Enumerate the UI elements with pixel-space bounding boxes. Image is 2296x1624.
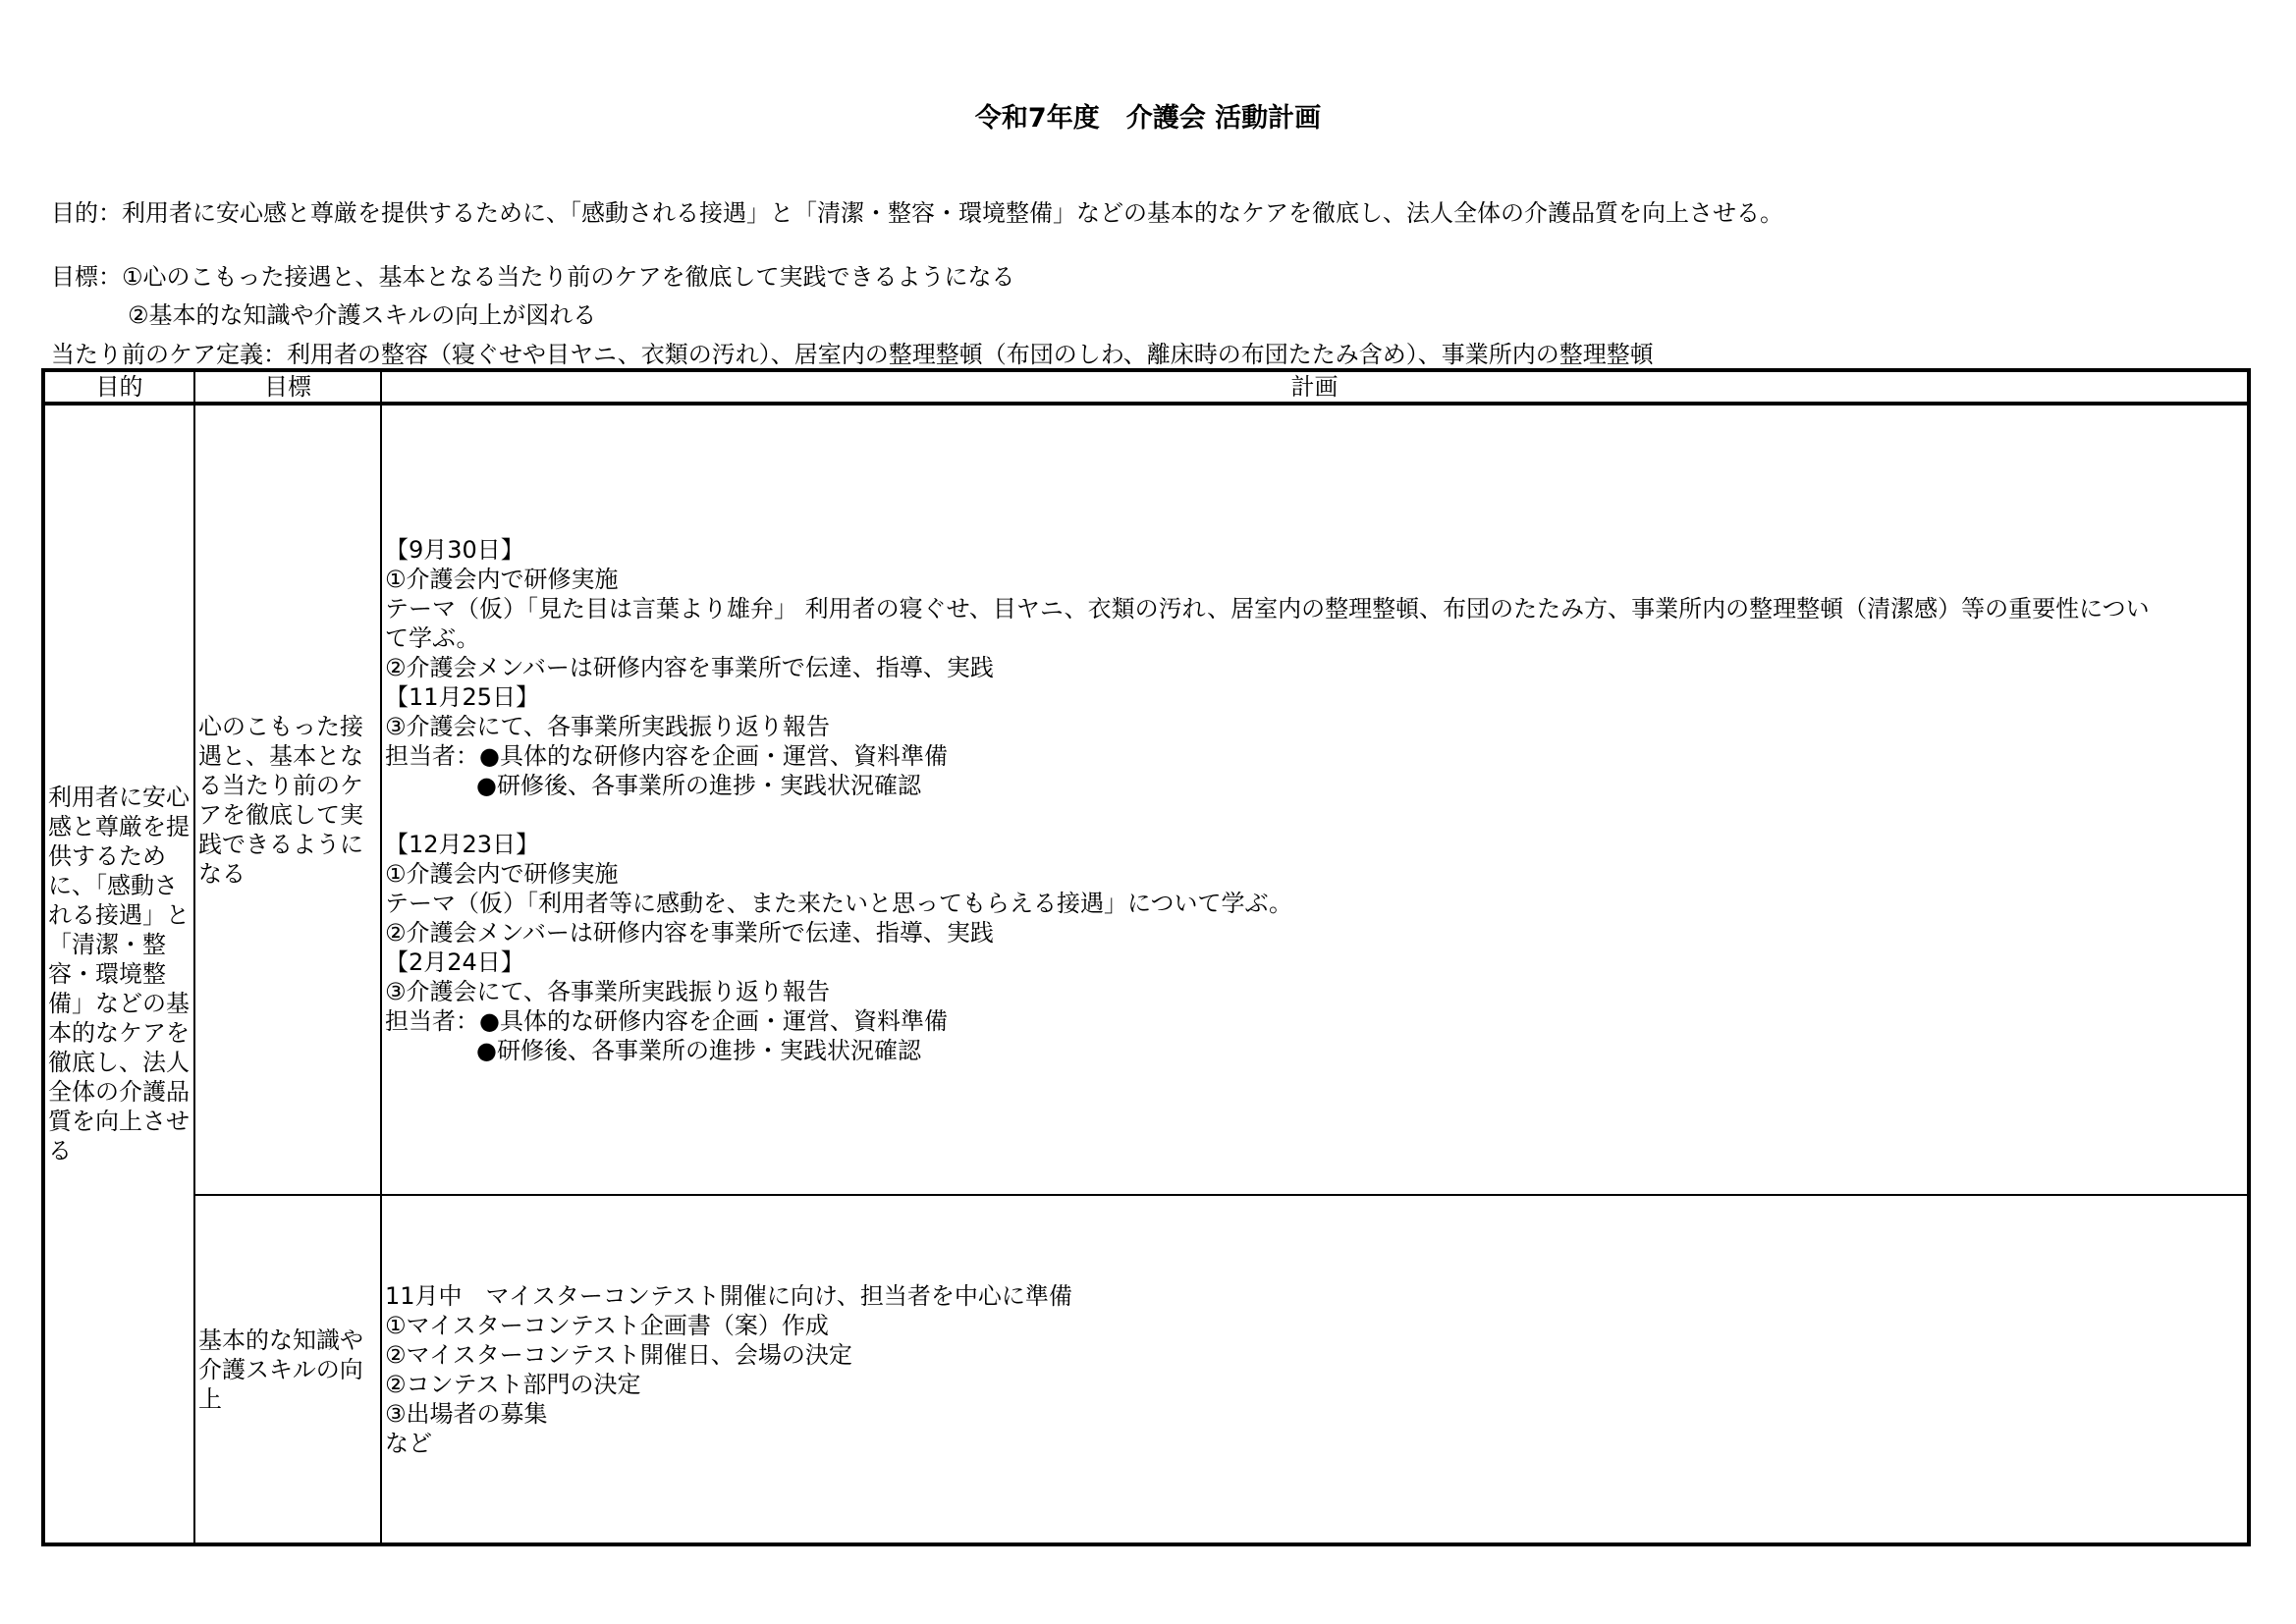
table-row [43, 404, 2249, 1195]
plan-line: ③出場者の募集 [385, 1399, 548, 1428]
plan-line: ②マイスターコンテスト開催日、会場の決定 [385, 1340, 852, 1369]
plan-line: ③介護会にて、各事業所実践振り返り報告 [385, 712, 831, 740]
activity-plan-table [41, 368, 2251, 1546]
plan-line: ●研修後、各事業所の進捗・実践状況確認 [476, 1036, 921, 1064]
purpose-line: 目的：利用者に安心感と尊厳を提供するために、「感動される接遇」と「清潔・整容・環境整備」などの基本的なケアを徹底し、法人全体の介護品質を向上させる。 [51, 199, 1783, 227]
plan-line: 担当者：●具体的な研修内容を企画・運営、資料準備 [385, 741, 948, 770]
plan-line: ③介護会にて、各事業所実践振り返り報告 [385, 977, 831, 1005]
plan-line: ①介護会内で研修実施 [385, 859, 619, 888]
goal-line-1: 目標：①心のこもった接遇と、基本となる当たり前のケアを徹底して実践できるようになる [51, 263, 1015, 291]
purpose-cell: 利用者に安心感と尊厳を提供するために、「感動される接遇」と「清潔・整容・環境整備」などの基本的なケアを徹底し、法人全体の介護品質を向上させる [43, 404, 194, 1544]
table-row [43, 1195, 2249, 1544]
plan-line: 11月中 マイスターコンテスト開催に向け、担当者を中心に準備 [385, 1281, 1072, 1310]
header-plan: 計画 [381, 370, 2249, 404]
plan-line: ●研修後、各事業所の進捗・実践状況確認 [476, 771, 921, 799]
plan-line: ②介護会メンバーは研修内容を事業所で伝達、指導、実践 [385, 918, 994, 947]
plan-line: ①マイスターコンテスト企画書（案）作成 [385, 1311, 829, 1339]
care-definition-line: 当たり前のケア定義：利用者の整容（寝ぐせや目ヤニ、衣類の汚れ）、居室内の整理整頓（布団のしわ、離床時の布団たたみ含め）、事業所内の整理整頓 [51, 341, 1654, 368]
plan-line: 担当者：●具体的な研修内容を企画・運営、資料準備 [385, 1006, 948, 1035]
plan-line: 【11月25日】 [385, 682, 540, 711]
plan-cell [381, 1195, 2249, 1544]
plan-line: 【2月24日】 [385, 947, 524, 976]
goal-cell: 基本的な知識や介護スキルの向上 [194, 1195, 381, 1544]
plan-cell [381, 404, 2249, 1195]
plan-line: など [385, 1429, 432, 1457]
goal-line-2: ②基本的な知識や介護スキルの向上が図れる [128, 301, 597, 329]
plan-line: ②コンテスト部門の決定 [385, 1370, 641, 1398]
plan-line: て学ぶ。 [385, 623, 480, 652]
page-title: 令和7年度 介護会 活動計画 [974, 103, 1322, 134]
plan-line: 【9月30日】 [385, 535, 524, 564]
table-header-row [43, 370, 2249, 404]
plan-line: ②介護会メンバーは研修内容を事業所で伝達、指導、実践 [385, 653, 994, 681]
header-purpose: 目的 [43, 370, 194, 404]
plan-line: テーマ（仮）「見た目は言葉より雄弁」 利用者の寝ぐせ、目ヤニ、衣類の汚れ、居室内の整理整頓、布団のたたみ方、事業所内の整理整頓（清潔感）等の重要性につい [385, 594, 2150, 623]
header-goal: 目標 [194, 370, 381, 404]
goal-cell: 心のこもった接遇と、基本となる当たり前のケアを徹底して実践できるようになる [194, 404, 381, 1195]
plan-line: ①介護会内で研修実施 [385, 565, 619, 593]
plan-line: 【12月23日】 [385, 830, 540, 858]
plan-line: テーマ（仮）「利用者等に感動を、また来たいと思ってもらえる接遇」について学ぶ。 [385, 889, 1292, 917]
plan-line [385, 800, 2244, 830]
